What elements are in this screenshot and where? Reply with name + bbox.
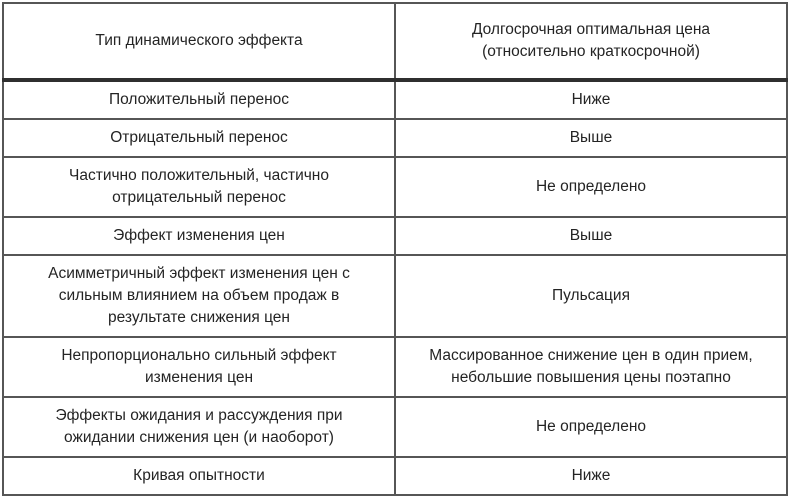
optimal-price-cell: Ниже [395, 457, 787, 495]
table-row [3, 337, 787, 397]
effect-type-cell: Отрицательный перенос [3, 119, 395, 157]
table-row [3, 457, 787, 495]
optimal-price-cell: Выше [395, 217, 787, 255]
table-row [3, 80, 787, 119]
header-row [3, 3, 787, 80]
header-effect-type: Тип динамического эффекта [3, 3, 395, 80]
header-optimal-price: Долгосрочная оптимальная цена (относительно краткосрочной) [395, 3, 787, 80]
dynamic-effects-table [2, 2, 788, 496]
table-body [3, 80, 787, 495]
effect-type-cell: Асимметричный эффект изменения цен с сильным влиянием на объем продаж в результате снижения цен [3, 255, 395, 337]
effect-type-cell: Непропорционально сильный эффект изменения цен [3, 337, 395, 397]
table-row [3, 157, 787, 217]
optimal-price-cell: Не определено [395, 157, 787, 217]
effect-type-cell: Эффекты ожидания и рассуждения при ожидании снижения цен (и наоборот) [3, 397, 395, 457]
effect-type-cell: Кривая опытности [3, 457, 395, 495]
optimal-price-cell: Ниже [395, 80, 787, 119]
effect-type-cell: Частично положительный, частично отрицательный перенос [3, 157, 395, 217]
table-row [3, 397, 787, 457]
optimal-price-cell: Массированное снижение цен в один прием, небольшие повышения цены поэтапно [395, 337, 787, 397]
table-row [3, 255, 787, 337]
optimal-price-cell: Не определено [395, 397, 787, 457]
optimal-price-cell: Выше [395, 119, 787, 157]
table-header [3, 3, 787, 80]
table-row [3, 217, 787, 255]
effect-type-cell: Положительный перенос [3, 80, 395, 119]
table-row [3, 119, 787, 157]
optimal-price-cell: Пульсация [395, 255, 787, 337]
effect-type-cell: Эффект изменения цен [3, 217, 395, 255]
